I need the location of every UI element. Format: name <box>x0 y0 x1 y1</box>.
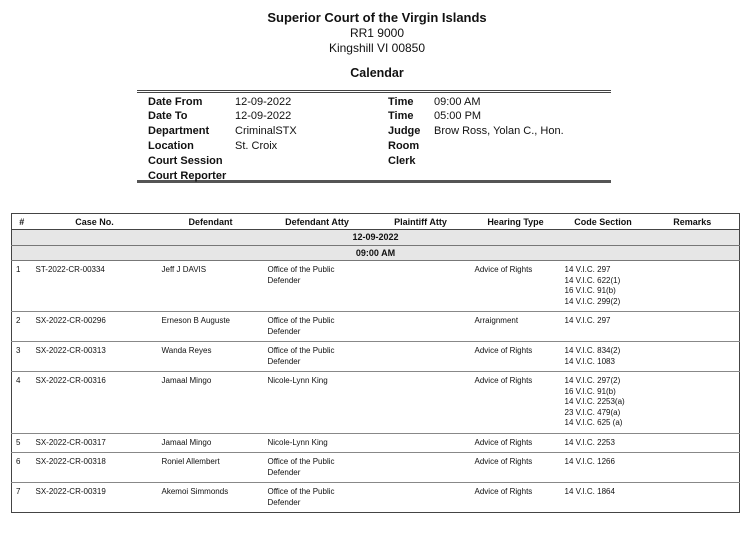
code-section-line: 14 V.I.C. 297(2) <box>564 376 621 385</box>
col-header-defendant: Defendant <box>158 214 264 230</box>
info-row-department <box>137 125 611 140</box>
calendar-table <box>11 213 740 513</box>
department-value: CriminalSTX <box>235 125 297 137</box>
row-number: 1 <box>12 261 32 312</box>
hearing-type: Advice of Rights <box>471 453 561 483</box>
info-row-location <box>137 140 611 155</box>
plaintiff-attorney <box>371 372 471 434</box>
row-number: 4 <box>12 372 32 434</box>
group-row-date <box>12 230 740 246</box>
room-label: Room <box>388 140 420 152</box>
table-row <box>12 453 740 483</box>
row-number: 5 <box>12 433 32 453</box>
table-row <box>12 433 740 453</box>
code-section-line: 16 V.I.C. 91(b) <box>564 386 616 396</box>
row-number: 6 <box>12 453 32 483</box>
judge-value: Brow Ross, Yolan C., Hon. <box>434 125 564 137</box>
col-header-defendant-atty: Defendant Atty <box>264 214 371 230</box>
defendant-attorney: Nicole-Lynn King <box>264 372 371 434</box>
plaintiff-attorney <box>371 342 471 372</box>
hearing-type: Advice of Rights <box>471 433 561 453</box>
remarks <box>646 372 740 434</box>
code-section-line: 14 V.I.C. 834(2) <box>564 346 621 355</box>
defendant-attorney: Office of the Public Defender <box>264 453 371 483</box>
col-header-code-section: Code Section <box>561 214 646 230</box>
code-section <box>561 261 646 312</box>
location-value: St. Croix <box>235 140 278 152</box>
plaintiff-attorney <box>371 312 471 342</box>
plaintiff-attorney <box>371 483 471 513</box>
code-section-line: 14 V.I.C. 1864 <box>564 487 615 496</box>
code-section-line: 14 V.I.C. 1266 <box>564 457 615 466</box>
time-start-value: 09:00 AM <box>434 96 481 108</box>
remarks <box>646 342 740 372</box>
department-label: Department <box>148 125 210 137</box>
hearing-type: Advice of Rights <box>471 483 561 513</box>
code-section-line: 16 V.I.C. 91(b) <box>564 286 616 295</box>
table-row <box>12 312 740 342</box>
date-from-label: Date From <box>148 96 203 108</box>
date-from-value: 12-09-2022 <box>235 96 292 108</box>
row-number: 3 <box>12 342 32 372</box>
case-number: SX-2022-CR-00313 <box>32 342 158 372</box>
hearing-type: Advice of Rights <box>471 261 561 312</box>
remarks <box>646 453 740 483</box>
date-to-value: 12-09-2022 <box>235 110 292 122</box>
defendant-attorney: Office of the Public Defender <box>264 312 371 342</box>
group-row-time <box>12 245 740 261</box>
defendant-attorney: Office of the Public Defender <box>264 342 371 372</box>
row-number: 7 <box>12 483 32 513</box>
location-label: Location <box>148 140 194 152</box>
code-section-line: 14 V.I.C. 622(1) <box>564 275 621 285</box>
remarks <box>646 433 740 453</box>
group-time: 09:00 AM <box>12 245 740 261</box>
col-header-number: # <box>12 214 32 230</box>
code-section-line: 23 V.I.C. 479(a) <box>564 407 621 417</box>
case-number: SX-2022-CR-00317 <box>32 433 158 453</box>
code-section-line: 14 V.I.C. 299(2) <box>564 296 621 306</box>
code-section-line: 14 V.I.C. 1083 <box>564 356 615 366</box>
plaintiff-attorney <box>371 261 471 312</box>
case-number: ST-2022-CR-00334 <box>32 261 158 312</box>
table-header-row <box>12 214 740 230</box>
table-row <box>12 372 740 434</box>
info-row-court-reporter <box>137 170 611 185</box>
hearing-type: Advice of Rights <box>471 342 561 372</box>
col-header-plaintiff-atty: Plaintiff Atty <box>371 214 471 230</box>
calendar-info-panel <box>137 90 611 183</box>
table-row <box>12 261 740 312</box>
case-number: SX-2022-CR-00316 <box>32 372 158 434</box>
defendant-name: Jamaal Mingo <box>158 372 264 434</box>
info-row-date-to <box>137 110 611 125</box>
defendant-name: Jamaal Mingo <box>158 433 264 453</box>
court-session-label: Court Session <box>148 155 223 167</box>
code-section <box>561 372 646 434</box>
info-row-date-from <box>137 96 611 111</box>
case-number: SX-2022-CR-00296 <box>32 312 158 342</box>
code-section <box>561 433 646 453</box>
remarks <box>646 261 740 312</box>
time-start-label: Time <box>388 96 414 108</box>
code-section <box>561 483 646 513</box>
time-end-label: Time <box>388 110 414 122</box>
judge-label: Judge <box>388 125 421 137</box>
defendant-attorney: Office of the Public Defender <box>264 261 371 312</box>
hearing-type: Arraignment <box>471 312 561 342</box>
plaintiff-attorney <box>371 433 471 453</box>
document-title: Calendar <box>350 66 404 80</box>
code-section-line: 14 V.I.C. 297 <box>564 265 611 274</box>
court-reporter-label: Court Reporter <box>148 170 227 182</box>
col-header-hearing-type: Hearing Type <box>471 214 561 230</box>
row-number: 2 <box>12 312 32 342</box>
code-section <box>561 453 646 483</box>
code-section <box>561 312 646 342</box>
time-end-value: 05:00 PM <box>434 110 482 122</box>
remarks <box>646 483 740 513</box>
col-header-case-no: Case No. <box>32 214 158 230</box>
table-row <box>12 342 740 372</box>
group-date: 12-09-2022 <box>12 230 740 246</box>
defendant-attorney: Office of the Public Defender <box>264 483 371 513</box>
code-section-line: 14 V.I.C. 297 <box>564 316 611 325</box>
code-section-line: 14 V.I.C. 2253(a) <box>564 397 625 406</box>
hearing-type: Advice of Rights <box>471 372 561 434</box>
report-header <box>0 10 754 80</box>
case-number: SX-2022-CR-00319 <box>32 483 158 513</box>
code-section-line: 14 V.I.C. 625 (a) <box>564 418 623 427</box>
clerk-label: Clerk <box>388 155 416 167</box>
code-section <box>561 342 646 372</box>
court-name: Superior Court of the Virgin Islands <box>267 10 487 25</box>
table-row <box>12 483 740 513</box>
date-to-label: Date To <box>148 110 188 122</box>
defendant-name: Akemoi Simmonds <box>158 483 264 513</box>
defendant-attorney: Nicole-Lynn King <box>264 433 371 453</box>
remarks <box>646 312 740 342</box>
code-section-line: 14 V.I.C. 2253 <box>564 437 615 447</box>
defendant-name: Roniel Allembert <box>158 453 264 483</box>
col-header-remarks: Remarks <box>646 214 740 230</box>
court-address-line-1: RR1 9000 <box>349 26 405 40</box>
defendant-name: Erneson B Auguste <box>158 312 264 342</box>
info-row-court-session <box>137 155 611 170</box>
case-number: SX-2022-CR-00318 <box>32 453 158 483</box>
defendant-name: Jeff J DAVIS <box>158 261 264 312</box>
defendant-name: Wanda Reyes <box>158 342 264 372</box>
court-address-line-2: Kingshill VI 00850 <box>328 41 426 55</box>
plaintiff-attorney <box>371 453 471 483</box>
